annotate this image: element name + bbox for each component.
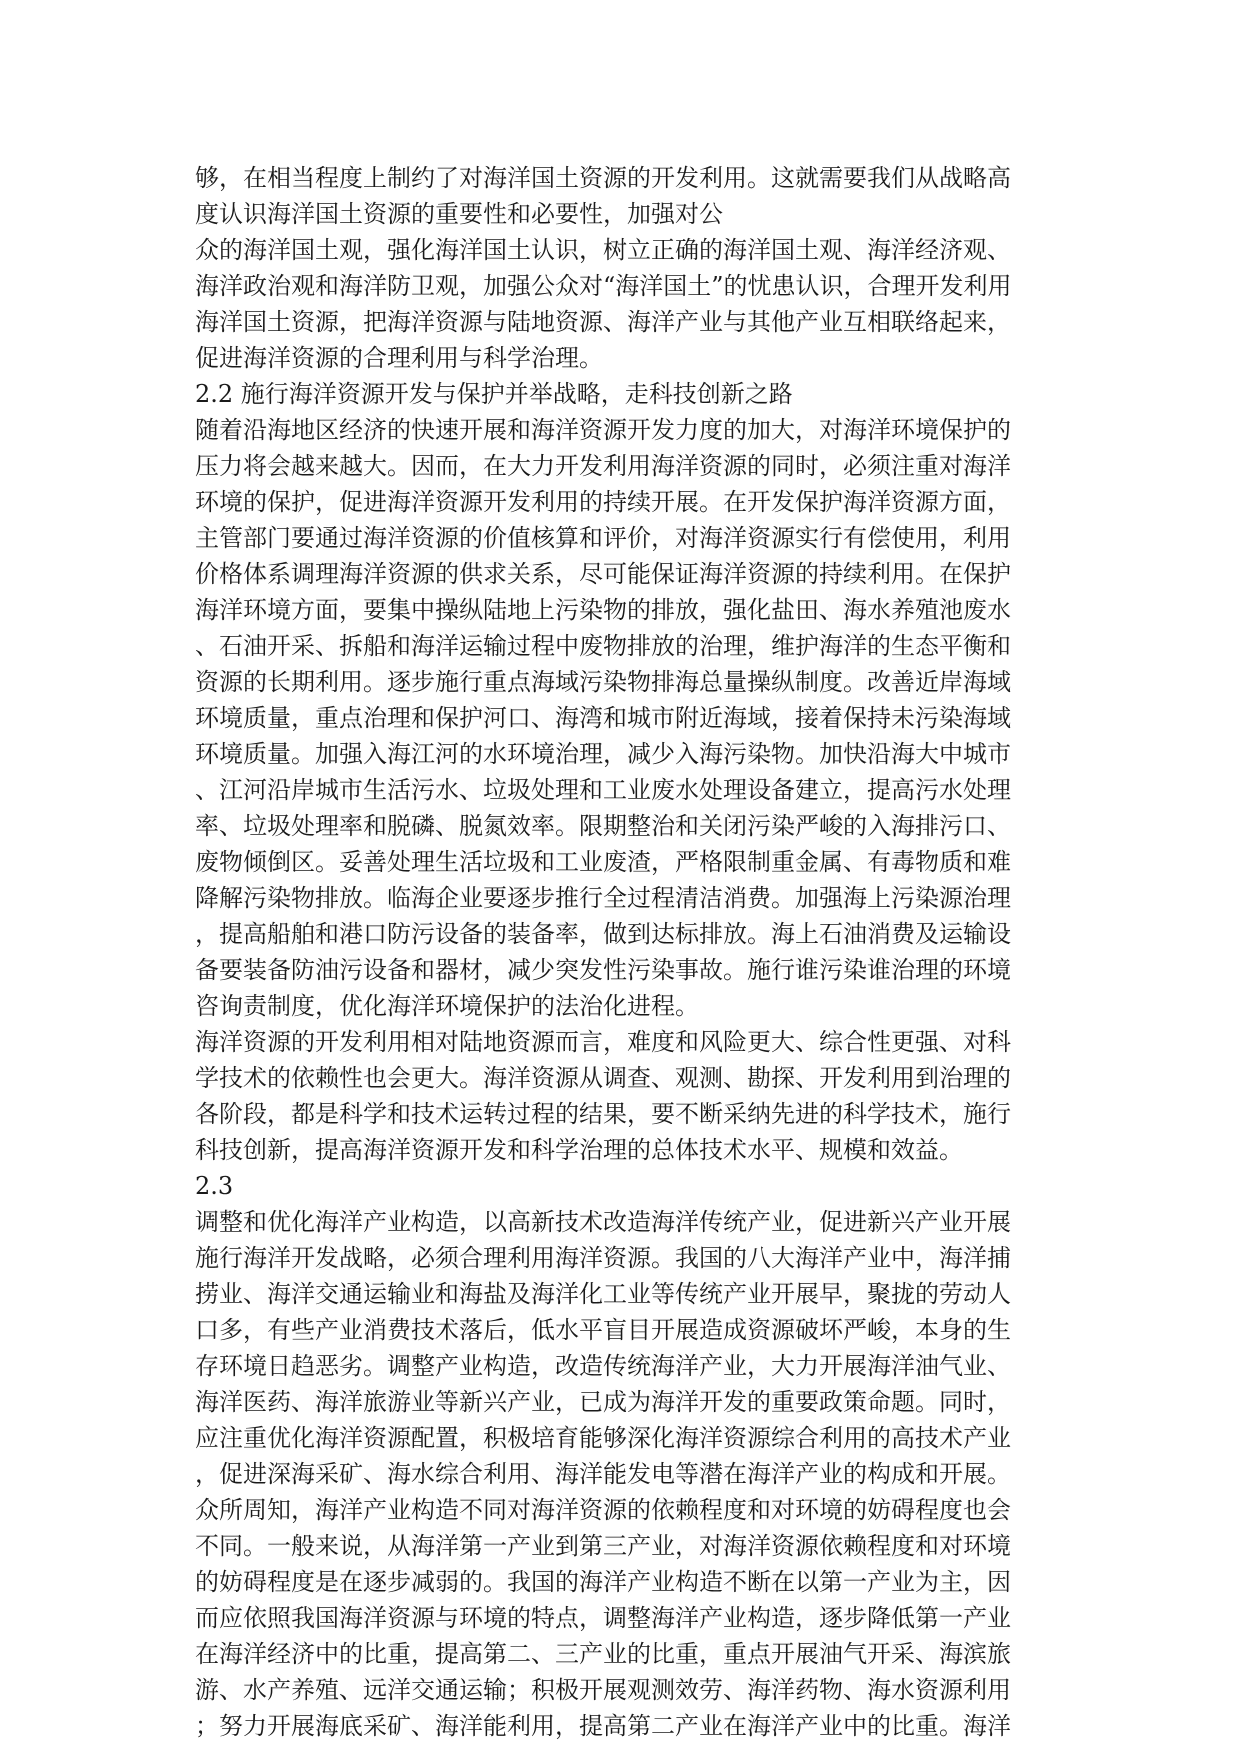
text-line: 施行海洋开发战略，必须合理利用海洋资源。我国的八大海洋产业中，海洋捕 xyxy=(195,1244,1011,1272)
text-line: 海洋国土资源，把海洋资源与陆地资源、海洋产业与其他产业互相联络起来， xyxy=(195,308,1011,336)
text-line: 主管部门要通过海洋资源的价值核算和评价，对海洋资源实行有偿使用，利用 xyxy=(195,524,1011,552)
text-line: 促进海洋资源的合理利用与科学治理。 xyxy=(195,344,603,372)
text-line: 咨询责制度，优化海洋环境保护的法治化进程。 xyxy=(195,992,699,1020)
text-line: 够，在相当程度上制约了对海洋国土资源的开发利用。这就需要我们从战略高 xyxy=(195,164,1011,192)
text-line: 口多，有些产业消费技术落后，低水平盲目开展造成资源破坏严峻，本身的生 xyxy=(195,1316,1011,1344)
text-line: ，提高船舶和港口防污设备的装备率，做到达标排放。海上石油消费及运输设 xyxy=(195,920,1011,948)
text-line: 的妨碍程度是在逐步减弱的。我国的海洋产业构造不断在以第一产业为主，因 xyxy=(195,1568,1011,1596)
text-line: 海洋政治观和海洋防卫观，加强公众对“海洋国土”的忧患认识，合理开发利用 xyxy=(195,272,1012,300)
body-text xyxy=(195,160,1055,1744)
text-line: 调整和优化海洋产业构造，以高新技术改造海洋传统产业，促进新兴产业开展 xyxy=(195,1208,1011,1236)
text-line: 2.2 施行海洋资源开发与保护并举战略，走科技创新之路 xyxy=(195,380,793,408)
text-line: 海洋资源的开发利用相对陆地资源而言，难度和风险更大、综合性更强、对科 xyxy=(195,1028,1011,1056)
text-line: 各阶段，都是科学和技术运转过程的结果，要不断采纳先进的科学技术，施行 xyxy=(195,1100,1011,1128)
text-line: 环境的保护，促进海洋资源开发利用的持续开展。在开发保护海洋资源方面， xyxy=(195,488,1011,516)
text-line: 价格体系调理海洋资源的供求关系，尽可能保证海洋资源的持续利用。在保护 xyxy=(195,560,1011,588)
text-line: 而应依照我国海洋资源与环境的特点，调整海洋产业构造，逐步降低第一产业 xyxy=(195,1604,1011,1632)
text-line: 降解污染物排放。临海企业要逐步推行全过程清洁消费。加强海上污染源治理 xyxy=(195,884,1011,912)
text-line: 游、水产养殖、远洋交通运输；积极开展观测效劳、海洋药物、海水资源利用 xyxy=(195,1676,1011,1704)
text-line: 、江河沿岸城市生活污水、垃圾处理和工业废水处理设备建立，提高污水处理 xyxy=(195,776,1011,804)
text-line: 科技创新，提高海洋资源开发和科学治理的总体技术水平、规模和效益。 xyxy=(195,1136,963,1164)
text-line: ；努力开展海底采矿、海洋能利用，提高第二产业在海洋产业中的比重。海洋 xyxy=(195,1712,1011,1740)
text-line: 捞业、海洋交通运输业和海盐及海洋化工业等传统产业开展早，聚拢的劳动人 xyxy=(195,1280,1011,1308)
text-line: 废物倾倒区。妥善处理生活垃圾和工业废渣，严格限制重金属、有毒物质和难 xyxy=(195,848,1011,876)
text-line: 应注重优化海洋资源配置，积极培育能够深化海洋资源综合利用的高技术产业 xyxy=(195,1424,1011,1452)
text-line: ，促进深海采矿、海水综合利用、海洋能发电等潜在海洋产业的构成和开展。 xyxy=(195,1460,1011,1488)
text-line: 在海洋经济中的比重，提高第二、三产业的比重，重点开展油气开采、海滨旅 xyxy=(195,1640,1011,1668)
text-line: 海洋医药、海洋旅游业等新兴产业，已成为海洋开发的重要政策命题。同时， xyxy=(195,1388,1011,1416)
text-line: 海洋环境方面，要集中操纵陆地上污染物的排放，强化盐田、海水养殖池废水 xyxy=(195,596,1011,624)
text-line: 众的海洋国土观，强化海洋国土认识，树立正确的海洋国土观、海洋经济观、 xyxy=(195,236,1011,264)
text-line: 率、垃圾处理率和脱磷、脱氮效率。限期整治和关闭污染严峻的入海排污口、 xyxy=(195,812,1011,840)
text-line: 随着沿海地区经济的快速开展和海洋资源开发力度的加大，对海洋环境保护的 xyxy=(195,416,1011,444)
text-line: 资源的长期利用。逐步施行重点海域污染物排海总量操纵制度。改善近岸海域 xyxy=(195,668,1011,696)
text-line: 学技术的依赖性也会更大。海洋资源从调查、观测、勘探、开发利用到治理的 xyxy=(195,1064,1011,1092)
text-line: 不同。一般来说，从海洋第一产业到第三产业，对海洋资源依赖程度和对环境 xyxy=(195,1532,1011,1560)
text-line: 众所周知，海洋产业构造不同对海洋资源的依赖程度和对环境的妨碍程度也会 xyxy=(195,1496,1011,1524)
text-line: 存环境日趋恶劣。调整产业构造，改造传统海洋产业，大力开展海洋油气业、 xyxy=(195,1352,1011,1380)
text-line: 、石油开采、拆船和海洋运输过程中废物排放的治理，维护海洋的生态平衡和 xyxy=(195,632,1011,660)
text-line: 度认识海洋国土资源的重要性和必要性，加强对公 xyxy=(195,200,723,228)
text-line: 备要装备防油污设备和器材，减少突发性污染事故。施行谁污染谁治理的环境 xyxy=(195,956,1011,984)
text-line: 环境质量，重点治理和保护河口、海湾和城市附近海域，接着保持未污染海域 xyxy=(195,704,1011,732)
text-line: 压力将会越来越大。因而，在大力开发利用海洋资源的同时，必须注重对海洋 xyxy=(195,452,1011,480)
text-line: 2.3 xyxy=(195,1172,234,1200)
text-line: 环境质量。加强入海江河的水环境治理，减少入海污染物。加快沿海大中城市 xyxy=(195,740,1011,768)
